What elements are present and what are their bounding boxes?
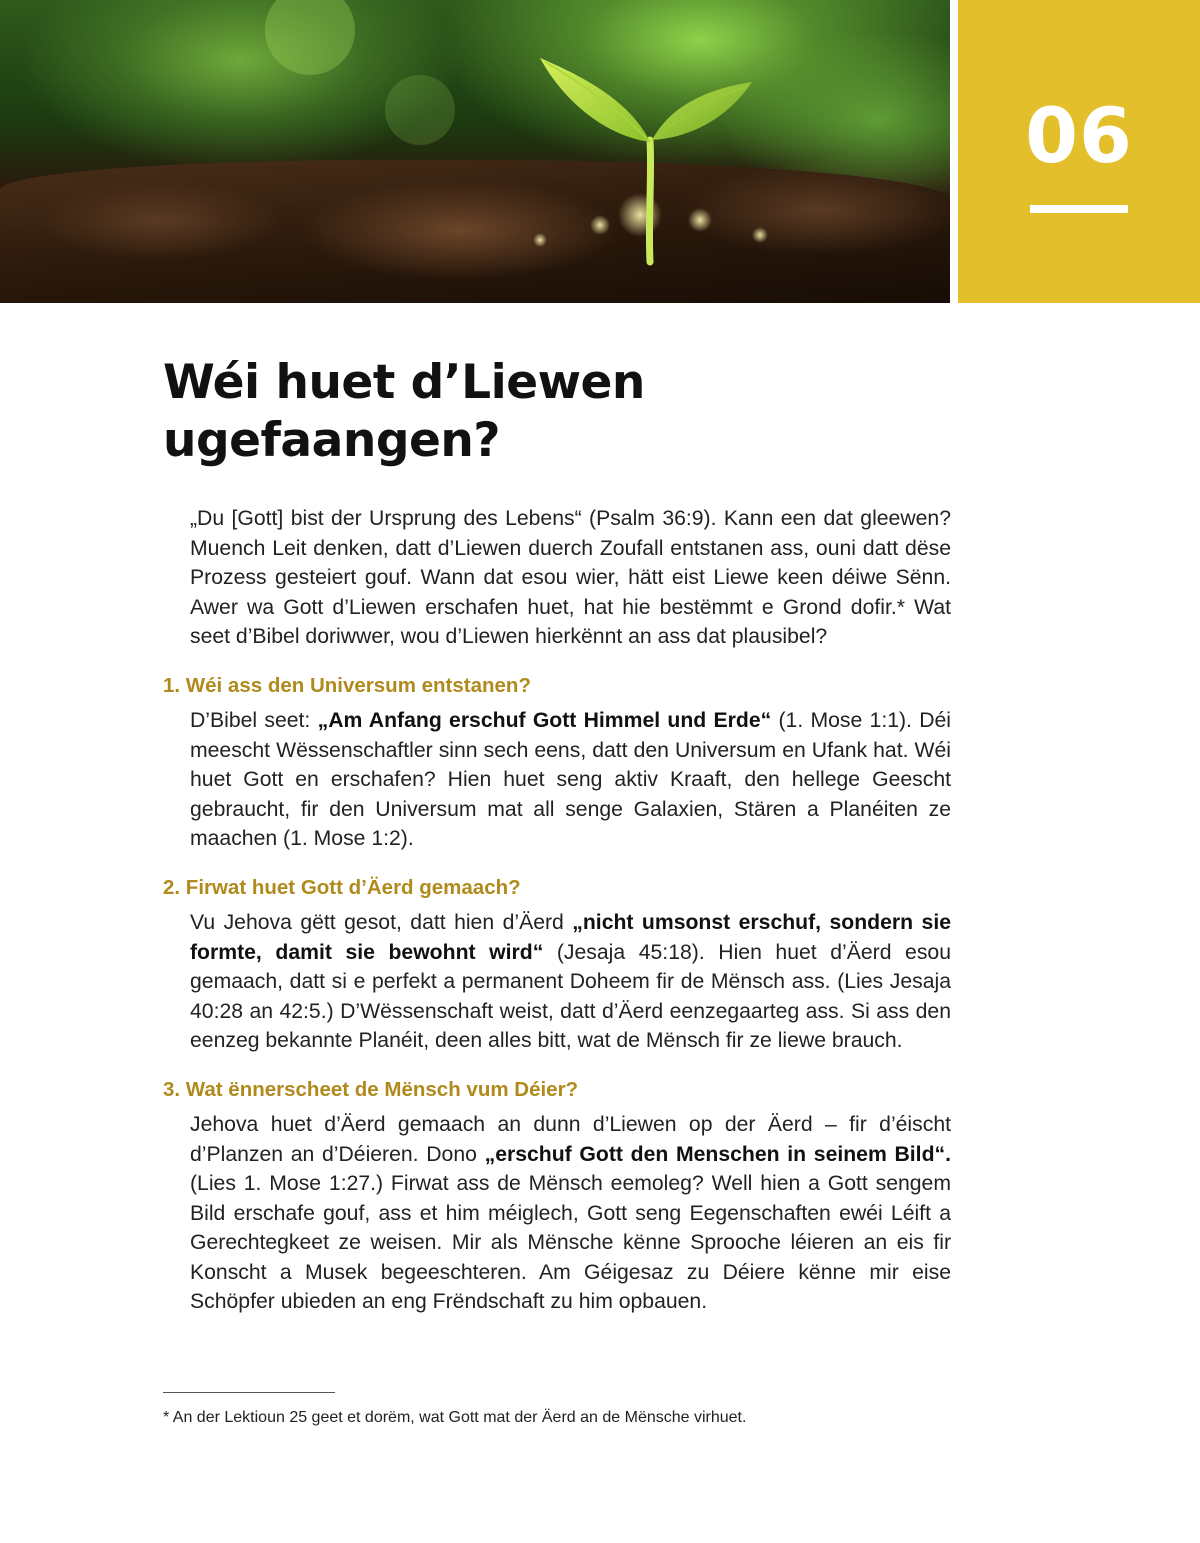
scripture-quote: „Am Anfang erschuf Gott Himmel und Erde“ bbox=[317, 708, 772, 732]
body-text: (Lies 1. Mose 1:27.) Firwat ass de Mënsch eemoleg? Well hien a Gott sengem Bild erschafe gouf, ass et him méiglech, Gott seng Eegenschaften ewéi Léift a Gerechtegkeet ze weisen. Mir als Mënsche kënne Sprooche léieren an eis fir Konscht a Musek begeeschteren. Am Géigesaz zu Déiere kënne mir eise Schöpfer ubieden an eng Frëndschaft zu him opbauen. bbox=[190, 1172, 951, 1314]
body-text: (Jesaja 45:18). Hien huet d’Äerd esou gemaach, datt si e perfekt a permanent Doheem fir de Mënsch ass. (Lies Jesaja 40:28 an 42:5.) D’Wëssenschaft weist, datt d’Äerd eenzegaarteg ass. Si ass den eenzeg bekannte Planéit, deen alles bitt, wat de Mënsch fir ze liewe brauch. bbox=[190, 940, 951, 1053]
footnote: * An der Lektioun 25 geet et dorëm, wat Gott mat der Äerd an de Mënsche virhuet. bbox=[163, 1409, 747, 1426]
section-heading: 1. Wéi ass den Universum entstanen? bbox=[163, 673, 531, 697]
scripture-quote: „nicht umsonst erschuf, sondern sie formte, damit sie bewohnt wird“ bbox=[190, 910, 951, 964]
body-text: Vu Jehova gëtt gesot, datt hien d’Äerd bbox=[190, 910, 573, 934]
chapter-underline bbox=[1030, 205, 1128, 213]
chapter-tab bbox=[958, 0, 1200, 303]
section-heading: 2. Firwat huet Gott d’Äerd gemaach? bbox=[163, 875, 521, 899]
seedling-icon bbox=[0, 0, 950, 303]
title-line-2: ugefaangen? bbox=[163, 413, 501, 468]
section-body bbox=[190, 1110, 951, 1317]
scripture-quote: „erschuf Gott den Menschen in seinem Bild“. bbox=[484, 1142, 951, 1166]
section-3 bbox=[163, 1077, 951, 1317]
body-text: (1. Mose 1:1). Déi meescht Wëssenschaftler sinn sech eens, datt den Universum en Ufank hat. Wéi huet Gott en erschafen? Hien huet seng aktiv Kraaft, den hellege Geescht gebraucht, fir den Universum mat all senge Galaxien, Stären a Planéiten ze maachen (1. Mose 1:2). bbox=[190, 708, 951, 851]
body-text: D’Bibel seet: bbox=[190, 708, 318, 732]
chapter-number: 06 bbox=[1025, 91, 1133, 180]
lesson-content bbox=[163, 504, 951, 1317]
section-1 bbox=[163, 673, 951, 854]
footnote-divider bbox=[163, 1392, 335, 1393]
section-body bbox=[190, 706, 951, 854]
header-photo-seedling bbox=[0, 0, 950, 303]
intro-paragraph: „Du [Gott] bist der Ursprung des Lebens“ (Psalm 36:9). Kann een dat gleewen? Muench Leit denken, datt d’Liewen duerch Zoufall entstanen ass, ouni datt dëse Prozess gesteiert gouf. Wann dat esou wier, hätt eist Liewe keen déiwe Sënn. Awer wa Gott d’Liewen erschafen huet, hat hie bestëmmt e Grond dofir.* Wat seet d’Bibel doriwwer, wou d’Liewen hierkënnt an ass dat plausibel? bbox=[190, 507, 951, 649]
title-line-1: Wéi huet d’Liewen bbox=[163, 355, 645, 410]
page-title bbox=[163, 354, 923, 470]
section-heading: 3. Wat ënnerscheet de Mënsch vum Déier? bbox=[163, 1077, 579, 1101]
section-body bbox=[190, 908, 951, 1056]
section-2 bbox=[163, 875, 951, 1056]
body-text: Jehova huet d’Äerd gemaach an dunn d’Liewen op der Äerd – fir d’éischt d’Planzen an d’Déieren. Dono bbox=[190, 1112, 951, 1166]
